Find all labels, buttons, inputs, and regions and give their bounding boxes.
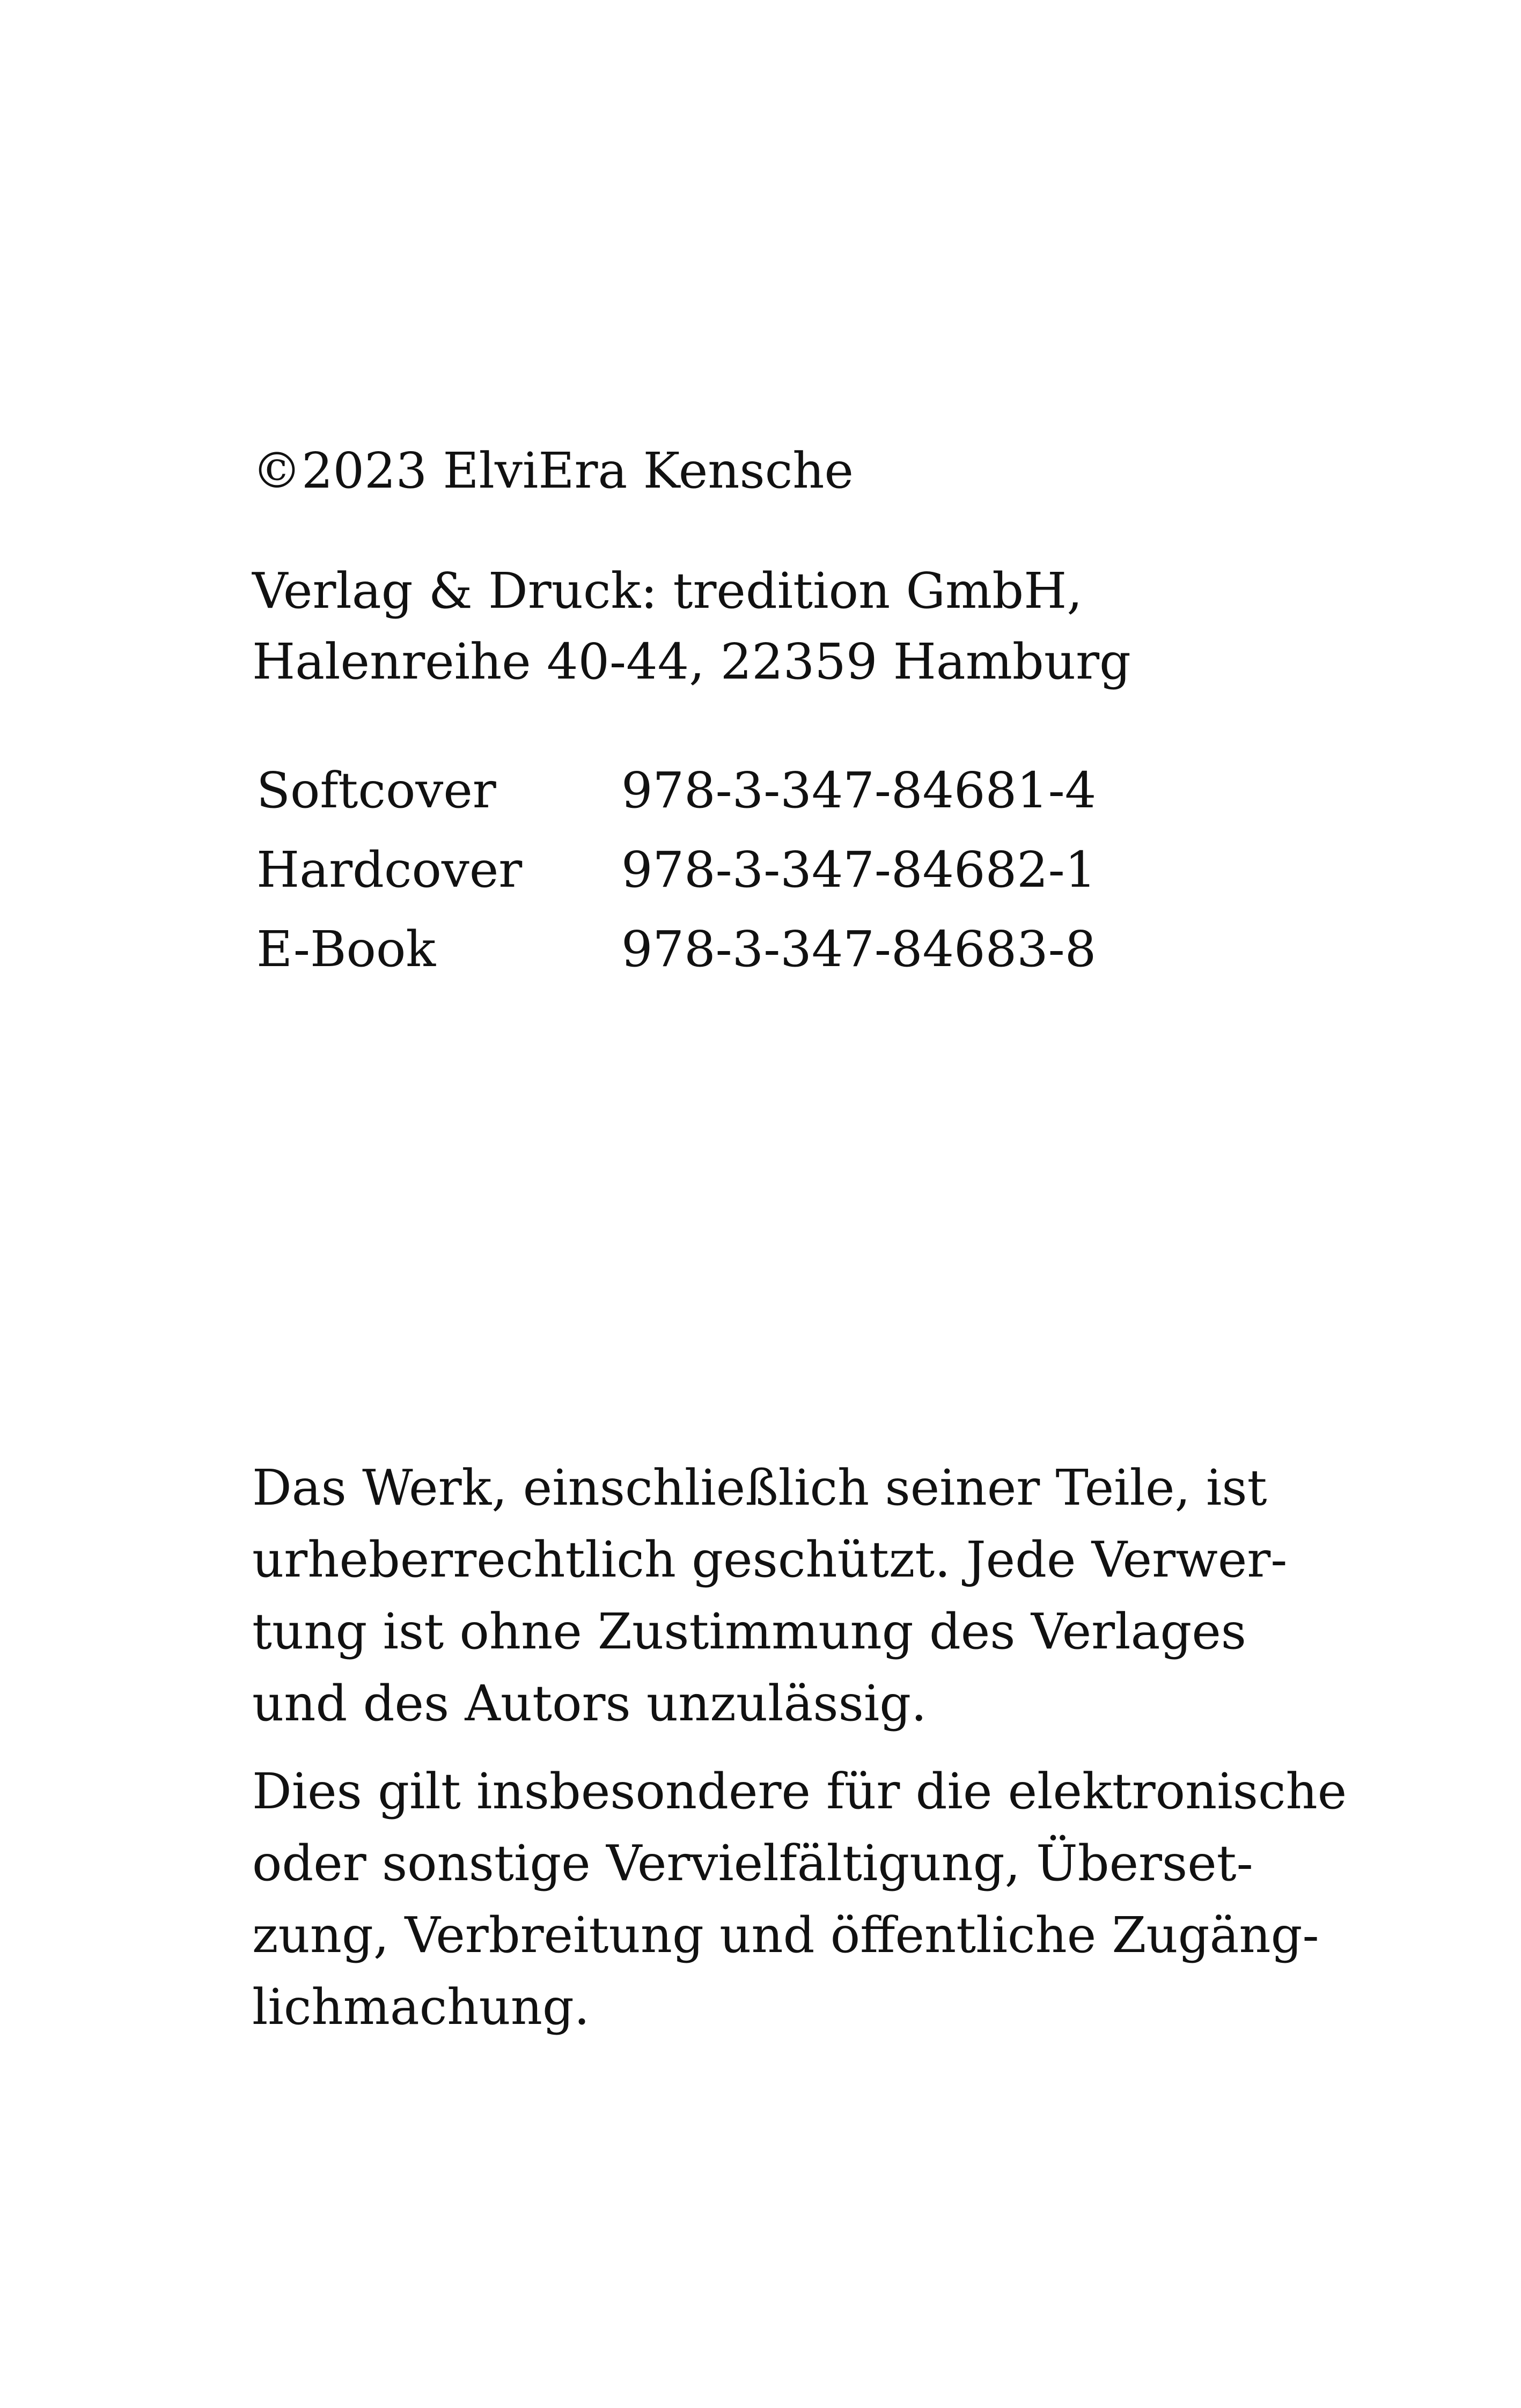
legal-line: Dies gilt insbesondere für die elektronische <box>252 1763 1347 1820</box>
isbn-value-ebook: 978-3-347-84683-8 <box>621 921 1097 978</box>
isbn-label-ebook: E-Book <box>256 921 436 978</box>
publisher-address: Halenreihe 40-44, 22359 Hamburg <box>252 633 1131 690</box>
legal-line: zung, Verbreitung und öffentliche Zugäng- <box>252 1906 1319 1964</box>
isbn-value-hardcover: 978-3-347-84682-1 <box>621 841 1097 899</box>
publisher-name: Verlag & Druck: tredition GmbH, <box>252 562 1083 620</box>
legal-line: urheberrechtlich geschützt. Jede Verwer- <box>252 1531 1288 1588</box>
legal-line: tung ist ohne Zustimmung des Verlages <box>252 1603 1246 1660</box>
isbn-label-softcover: Softcover <box>256 762 496 819</box>
legal-line: oder sonstige Vervielfältigung, Überset- <box>252 1835 1253 1892</box>
legal-line: lichmachung. <box>252 1978 590 2036</box>
legal-line: Das Werk, einschließlich seiner Teile, ist <box>252 1459 1267 1516</box>
copyright-notice: ©2023 ElviEra Kensche <box>252 442 854 499</box>
isbn-value-softcover: 978-3-347-84681-4 <box>621 762 1097 819</box>
isbn-label-hardcover: Hardcover <box>256 841 523 899</box>
legal-line: und des Autors unzulässig. <box>252 1675 927 1732</box>
